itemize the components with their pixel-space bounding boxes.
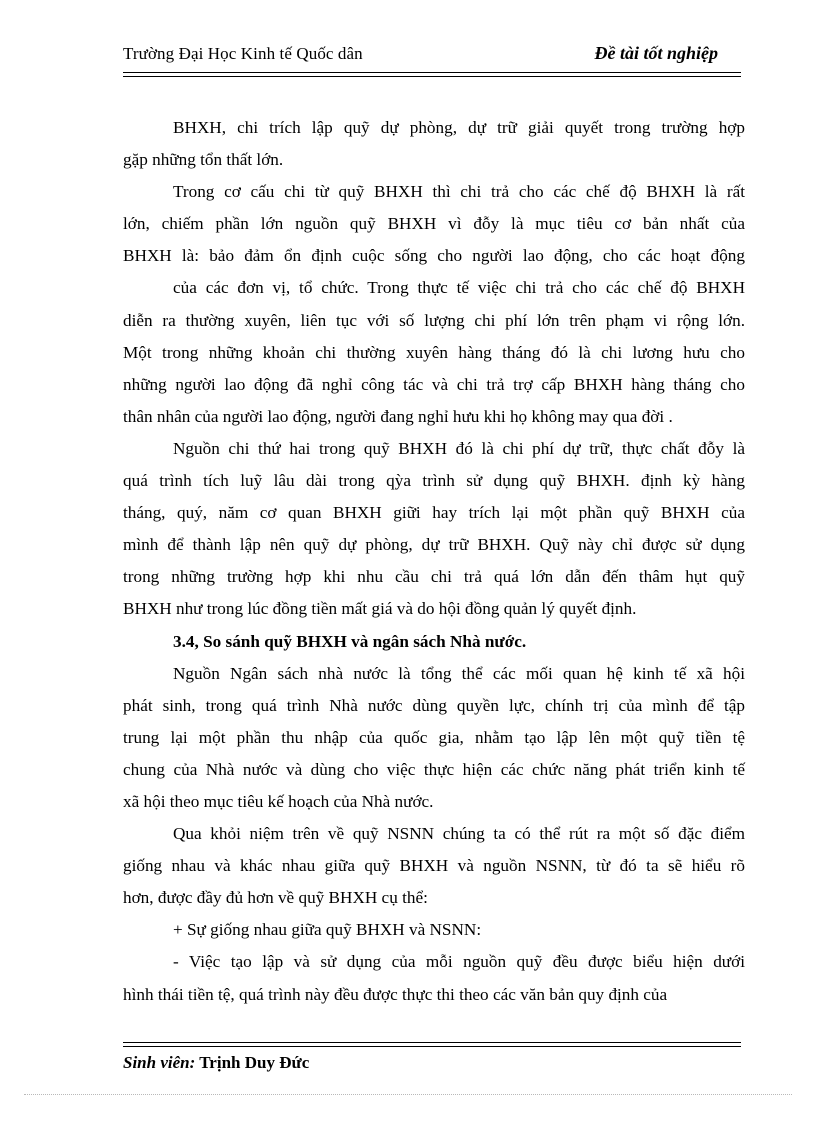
footer-rule-inner [123,1046,741,1047]
text-line: giống nhau và khác nhau giữa quỹ BHXH và nguồn NSNN, từ đó ta sẽ hiểu rõ [123,856,745,876]
footer-rule [123,1042,741,1043]
text-line: gặp những tổn thất lớn. [123,150,284,170]
footer-student [123,1053,309,1073]
header-rule [123,72,741,73]
text-line: lớn, chiếm phần lớn nguồn quỹ BHXH vì đỗy là mục tiêu cơ bản nhất của [123,214,745,234]
text-line: tháng, quý, năm cơ quan BHXH giữi hay trích lại một phần quỹ BHXH của [123,503,745,523]
text-line: Qua khỏi niệm trên về quỹ NSNN chúng ta có thể rút ra một số đặc điểm [173,824,745,844]
text-line: + Sự giống nhau giữa quỹ BHXH và NSNN: [173,920,482,940]
text-line: quá trình tích luỹ lâu dài trong qỳa trình sử dụng quỹ BHXH. định kỳ hàng [123,471,745,491]
text-line: xã hội theo mục tiêu kế hoạch của Nhà nước. [123,791,434,811]
text-line: mình để thành lập nên quỹ dự phòng, dự trữ BHXH. Quỹ này chỉ được sử dụng [123,535,745,555]
text-line: phát sinh, trong quá trình Nhà nước dùng quyền lực, chính trị của mình để tập [123,695,745,715]
text-line: trung lại một phần thu nhập của quốc gia, nhằm tạo lập lên một quỹ tiền tệ [123,727,745,747]
text-line: thân nhân của người lao động, người đang nghỉ hưu khi họ không may qua đời . [123,406,673,426]
text-line: BHXH là: bảo đảm ổn định cuộc sống cho người lao động, cho các hoạt động [123,246,745,266]
text-line: Một trong những khoản chi thường xuyên hàng tháng đó là chi lương hưu cho [123,342,745,362]
text-line: hơn, được đầy đủ hơn về quỹ BHXH cụ thể: [123,888,428,908]
header-school: Trường Đại Học Kinh tế Quốc dân [123,44,363,63]
body-text [123,112,745,1011]
text-line: Trong cơ cấu chi từ quỹ BHXH thì chi trả cho các chế độ BHXH là rất [173,182,745,202]
text-line: diễn ra thường xuyên, liên tục với số lượng chi phí lớn trên phạm vi rộng lớn. [123,310,745,330]
text-line: trong những trường hợp khi nhu cầu chi trả quá lớn dẫn đến thâm hụt quỹ [123,567,745,587]
text-line: chung của Nhà nước và dùng cho việc thực hiện các chức năng phát triển kinh tế [123,759,745,779]
footer-student-name: Trịnh Duy Đức [199,1053,310,1072]
header-rule-inner [123,76,741,77]
footer-label: Sinh viên: [123,1053,196,1072]
text-line: - Việc tạo lập và sử dụng của mỗi nguồn quỹ đều được biểu hiện dưới [173,952,745,972]
text-line: Nguồn Ngân sách nhà nước là tổng thể các mối quan hệ kinh tế xã hội [173,663,745,683]
header-thesis-title: Đề tài tốt nghiệp [594,43,718,63]
text-line: BHXH, chi trích lập quỹ dự phòng, dự trữ giải quyết trong trường hợp [173,118,745,137]
text-line: Nguồn chi thứ hai trong quỹ BHXH đó là chi phí dự trữ, thực chất đỗy là [173,438,745,458]
text-line: BHXH như trong lúc đồng tiền mất giá và do hội đồng quản lý quyết định. [123,599,637,619]
text-line: hình thái tiền tệ, quá trình này đều được thực thi theo các văn bản quy định của [123,984,668,1004]
page-edge-divider [24,1094,792,1095]
text-line: những người lao động đã nghỉ công tác và chi trả trợ cấp BHXH hàng tháng cho [123,374,745,394]
section-heading: 3.4, So sánh quỹ BHXH và ngân sách Nhà nước. [173,631,527,651]
text-line: của các đơn vị, tổ chức. Trong thực tế việc chi trả cho các chế độ BHXH [173,278,745,298]
